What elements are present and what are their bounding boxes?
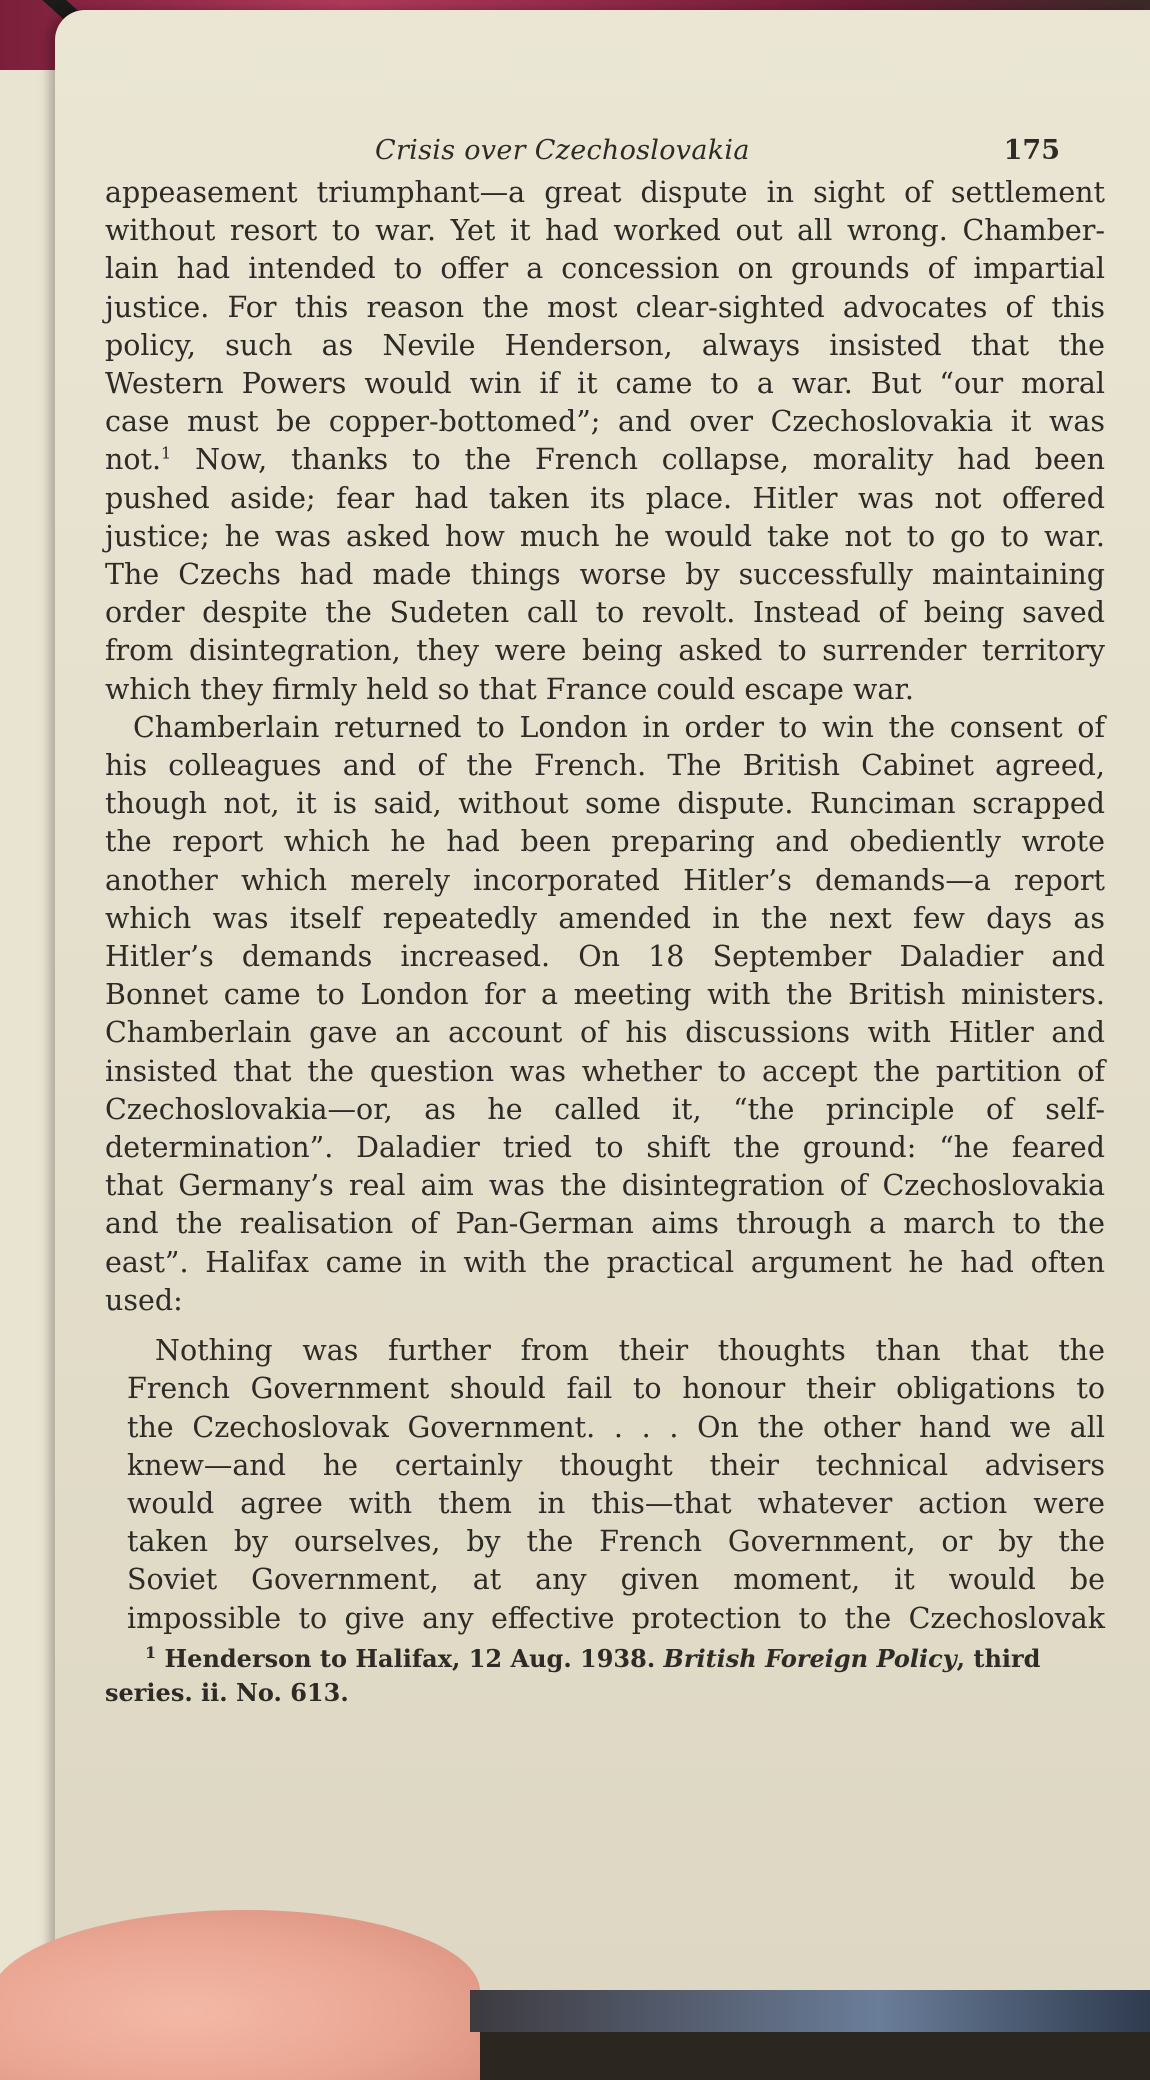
text-line: from disintegration, they were being asked to surrender territory xyxy=(105,634,1105,668)
block-quote xyxy=(105,1332,1105,1638)
paragraph-1 xyxy=(105,174,1105,709)
text-line: justice; he was asked how much he would take not to go to war. xyxy=(105,519,1105,553)
text-line: The Czechs had made things worse by successfully maintaining xyxy=(105,558,1105,592)
text-line: the report which he had been preparing and obediently wrote xyxy=(105,825,1105,859)
running-head: Crisis over Czechoslovakia xyxy=(375,135,750,166)
footnote-text: Henderson to Halifax, 12 Aug. 1938. xyxy=(156,1643,664,1673)
text-line: order despite the Sudeten call to revolt. Instead of being saved xyxy=(105,596,1105,630)
quote-line: French Government should fail to honour their obligations to xyxy=(127,1372,1105,1406)
text-line: though not, it is said, without some dispute. Runciman scrapped xyxy=(105,787,1105,821)
quote-line: the Czechoslovak Government. . . . On the other hand we all xyxy=(127,1410,1105,1444)
footnote-line xyxy=(105,1642,1105,1676)
quote-line: Nothing was further from their thoughts than that the xyxy=(155,1334,1105,1368)
footnote-text: , third xyxy=(956,1643,1041,1673)
text-line: lain had intended to offer a concession on grounds of impartial xyxy=(105,252,1105,286)
text-fragment: Now, thanks to the French collapse, morality had been xyxy=(171,443,1105,477)
footnote xyxy=(105,1642,1105,1710)
text-line: without resort to war. Yet it had worked out all wrong. Chamber- xyxy=(105,214,1105,248)
text-line xyxy=(105,441,1105,479)
footnote-line: series. ii. No. 613. xyxy=(105,1677,349,1707)
text-line: policy, such as Nevile Henderson, always insisted that the xyxy=(105,328,1105,362)
page-number: 175 xyxy=(1003,135,1060,166)
text-line: his colleagues and of the French. The British Cabinet agreed, xyxy=(105,749,1105,783)
footnote-mark: 1 xyxy=(145,1642,157,1662)
text-line: Western Powers would win if it came to a war. But “our moral xyxy=(105,367,1105,401)
text-line: justice. For this reason the most clear-sighted advocates of this xyxy=(105,290,1105,324)
text-fragment: not. xyxy=(105,443,162,477)
text-line: appeasement triumphant—a great dispute in sight of settlement xyxy=(105,176,1105,209)
text-line: Bonnet came to London for a meeting with the British ministers. xyxy=(105,978,1105,1012)
footnote-reference: 1 xyxy=(161,443,172,463)
text-line: pushed aside; fear had taken its place. Hitler was not offered xyxy=(105,481,1105,515)
quote-line: knew—and he certainly thought their technical advisers xyxy=(127,1448,1105,1482)
text-line: Chamberlain gave an account of his discussions with Hitler and xyxy=(105,1016,1105,1050)
footnote-title: British Foreign Policy xyxy=(663,1643,957,1673)
text-line: that Germany’s real aim was the disintegration of Czechoslovakia xyxy=(105,1169,1105,1203)
text-line: used: xyxy=(105,1283,183,1317)
quote-line: taken by ourselves, by the French Government, or by the xyxy=(127,1525,1105,1559)
text-line: east”. Halifax came in with the practical argument he had often xyxy=(105,1245,1105,1279)
paragraph-2 xyxy=(105,709,1105,1320)
text-line: which they firmly held so that France could escape war. xyxy=(105,672,914,706)
text-line: Czechoslovakia—or, as he called it, “the principle of self- xyxy=(105,1092,1105,1126)
text-line: determination”. Daladier tried to shift the ground: “he feared xyxy=(105,1131,1105,1165)
text-line: another which merely incorporated Hitler’s demands—a report xyxy=(105,863,1105,897)
quote-line: impossible to give any effective protection to the Czechoslovak xyxy=(127,1601,1105,1635)
text-line: and the realisation of Pan-German aims through a march to the xyxy=(105,1207,1105,1241)
quote-line: would agree with them in this—that whatever action were xyxy=(127,1486,1105,1520)
text-line: Chamberlain returned to London in order to win the consent of xyxy=(133,710,1105,744)
text-line: insisted that the question was whether to accept the partition of xyxy=(105,1054,1105,1088)
thumb xyxy=(0,1910,480,2080)
page-header xyxy=(105,135,1105,166)
text-line: Hitler’s demands increased. On 18 September Daladier and xyxy=(105,940,1105,974)
quote-line: Soviet Government, at any given moment, it would be xyxy=(127,1563,1105,1597)
page-text xyxy=(105,135,1105,1710)
background-desk xyxy=(470,1990,1150,2032)
text-line: which was itself repeatedly amended in the next few days as xyxy=(105,901,1105,935)
text-line: case must be copper-bottomed”; and over Czechoslovakia it was xyxy=(105,405,1105,439)
